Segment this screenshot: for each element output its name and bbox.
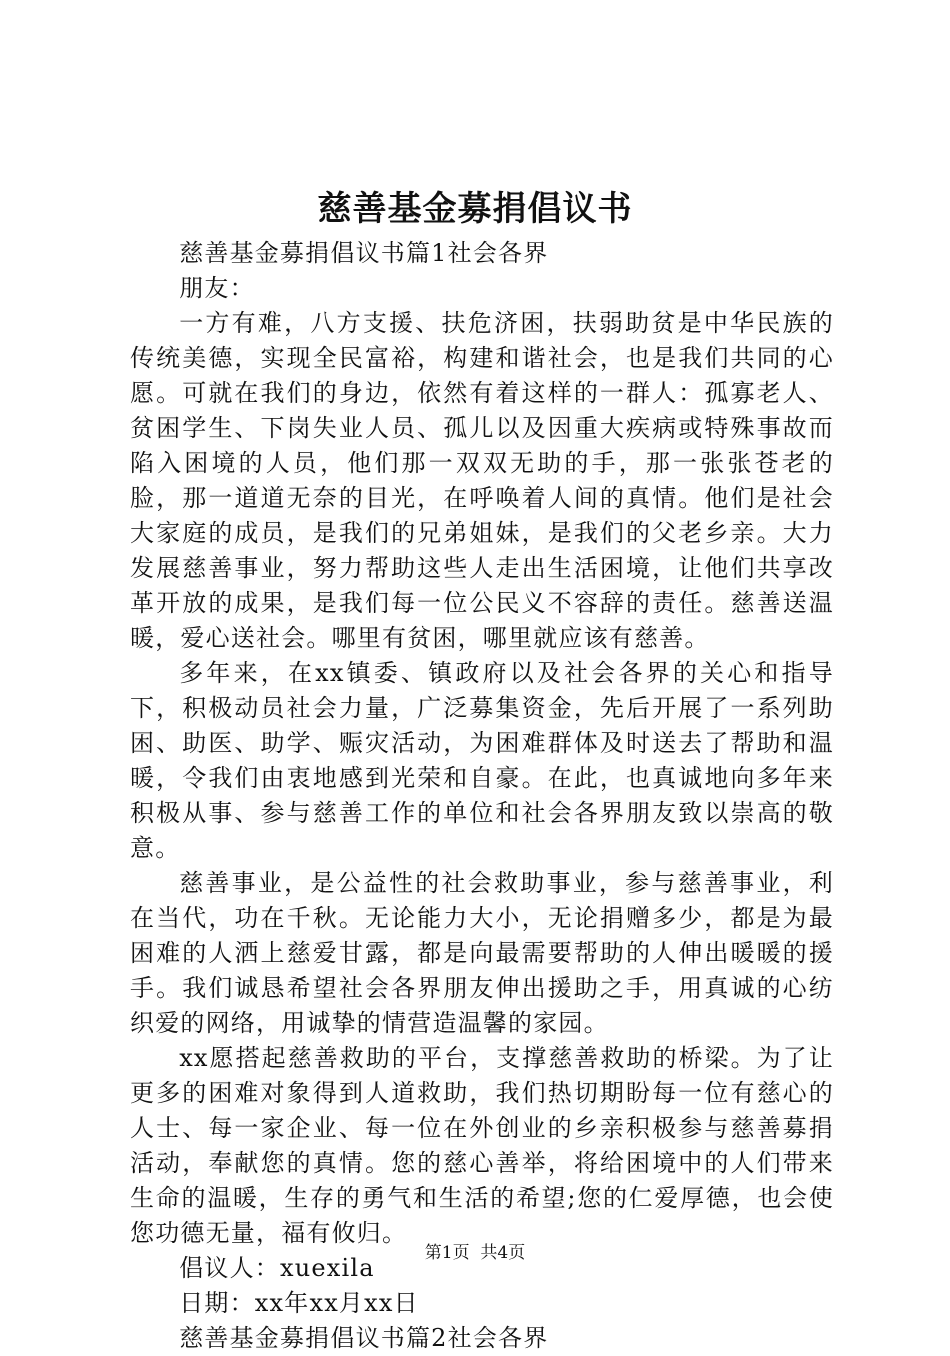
date-line: 日期：xx年xx月xx日 <box>179 1289 419 1317</box>
paragraph-intro-heading: 慈善基金募捐倡议书篇1社会各界 <box>179 239 549 267</box>
paragraph-next-heading: 慈善基金募捐倡议书篇2社会各界 <box>179 1324 549 1352</box>
paragraph-4: xx愿搭起慈善救助的平台，支撑慈善救助的桥梁。为了让更多的困难对象得到人道救助，我们热切期盼每一位有慈心的人士、每一家企业、每一位在外创业的乡亲积极参与慈善募捐活动，奉献您的真情。您的慈心善举，将给困境中的人们带来生命的温暖，生存的勇气和生活的希望;您的仁爱厚德，也会使您功德无量，福有攸归。 <box>130 1044 834 1247</box>
paragraph-1: 一方有难，八方支援、扶危济困，扶弱助贫是中华民族的传统美德，实现全民富裕，构建和谐社会，也是我们共同的心愿。可就在我们的身边，依然有着这样的一群人：孤寡老人、贫困学生、下岗失业人员、孤儿以及因重大疾病或特殊事故而陷入困境的人员，他们那一双双无助的手，那一张张苍老的脸，那一道道无奈的目光，在呼唤着人间的真情。他们是社会大家庭的成员，是我们的兄弟姐妹，是我们的父老乡亲。大力发展慈善事业，努力帮助这些人走出生活困境，让他们共享改革开放的成果，是我们每一位公民义不容辞的责任。慈善送温暖，爱心送社会。哪里有贫困，哪里就应该有慈善。 <box>130 309 834 652</box>
paragraph-salutation: 朋友： <box>179 274 255 302</box>
page-footer: 第1页 共4页 <box>424 1243 526 1263</box>
paragraph-2: 多年来，在xx镇委、镇政府以及社会各界的关心和指导下，积极动员社会力量，广泛募集资金，先后开展了一系列助困、助医、助学、赈灾活动，为困难群体及时送去了帮助和温暖，令我们由衷地感到光荣和自豪。在此，也真诚地向多年来积极从事、参与慈善工作的单位和社会各界朋友致以崇高的敬意。 <box>130 659 834 862</box>
document-body <box>130 236 834 1356</box>
paragraph-3: 慈善事业，是公益性的社会救助事业，参与慈善事业，利在当代，功在千秋。无论能力大小，无论捐赠多少，都是为最困难的人洒上慈爱甘露，都是向最需要帮助的人伸出暖暖的援手。我们诚恳希望社会各界朋友伸出援助之手，用真诚的心纺织爱的网络，用诚挚的情营造温馨的家园。 <box>130 869 834 1037</box>
document-title: 慈善基金募捐倡议书 <box>317 189 633 229</box>
signature-line: 倡议人：xuexila <box>179 1254 375 1282</box>
